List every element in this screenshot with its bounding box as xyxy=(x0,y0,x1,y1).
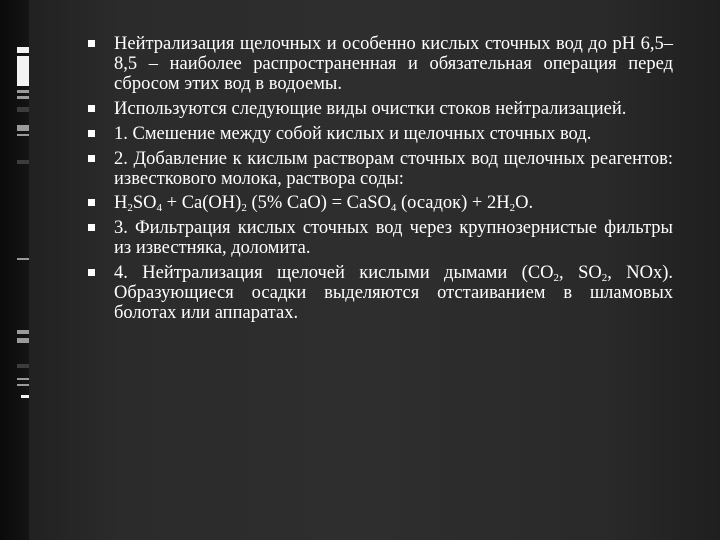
decor-bar xyxy=(17,338,29,343)
bullet-square-icon xyxy=(88,155,95,162)
bullet-text: 1. Смешение между собой кислых и щелочных сточных вод. xyxy=(114,123,592,144)
bullet-square-icon xyxy=(88,224,95,231)
bullet-square-icon xyxy=(88,40,95,47)
bullet-square-icon xyxy=(88,199,95,206)
list-item xyxy=(88,263,673,324)
bullet-square-icon xyxy=(88,130,95,137)
decor-bar xyxy=(17,56,29,86)
decor-bar xyxy=(21,395,29,398)
decor-bar xyxy=(17,107,29,112)
chemical-equation: $H_2SO_4 + Ca(OH)_2$ (5% CaO) = CaSO$_4$ (осадок) + $2H_2O$. xyxy=(114,193,534,215)
decor-bar xyxy=(17,384,29,386)
list-item xyxy=(88,34,673,95)
decor-bar xyxy=(17,96,29,99)
bullet-text: Нейтрализация щелочных и особенно кислых сточных вод до рН 6,5–8,5 – наиболее распространенная и обязательная операция перед сбросом этих вод в водоемы. xyxy=(114,34,673,95)
decor-bar xyxy=(17,364,29,368)
decor-bar xyxy=(17,47,29,53)
decor-bar xyxy=(17,90,29,93)
decor-bar xyxy=(17,134,29,136)
list-item-equation xyxy=(88,193,673,213)
list-item xyxy=(88,124,673,144)
bullet-square-icon xyxy=(88,105,95,112)
decor-bar xyxy=(17,160,29,164)
decor-bar xyxy=(17,330,29,334)
bullet-text: 2. Добавление к кислым растворам сточных вод щелочных реагентов: известкового молока, раствора соды: xyxy=(114,148,673,189)
list-item xyxy=(88,149,673,189)
bullet-list xyxy=(88,34,673,328)
list-item xyxy=(88,99,673,119)
bullet-text: Используются следующие виды очистки стоков нейтрализацией. xyxy=(114,99,627,120)
decor-bar xyxy=(17,378,29,380)
list-item xyxy=(88,218,673,258)
decor-bar xyxy=(17,258,29,260)
bullet-text: 3. Фильтрация кислых сточных вод через крупнозернистые фильтры из известняка, доломита. xyxy=(114,218,673,259)
bullet-text: 4. Нейтрализация щелочей кислыми дымами ($CO_2$, $SO_2$, NOx). Образующиеся осадки выделяются отстаиванием в шламовых болотах или аппаратах. xyxy=(114,263,673,324)
decor-bar xyxy=(17,125,29,131)
bullet-square-icon xyxy=(88,269,95,276)
